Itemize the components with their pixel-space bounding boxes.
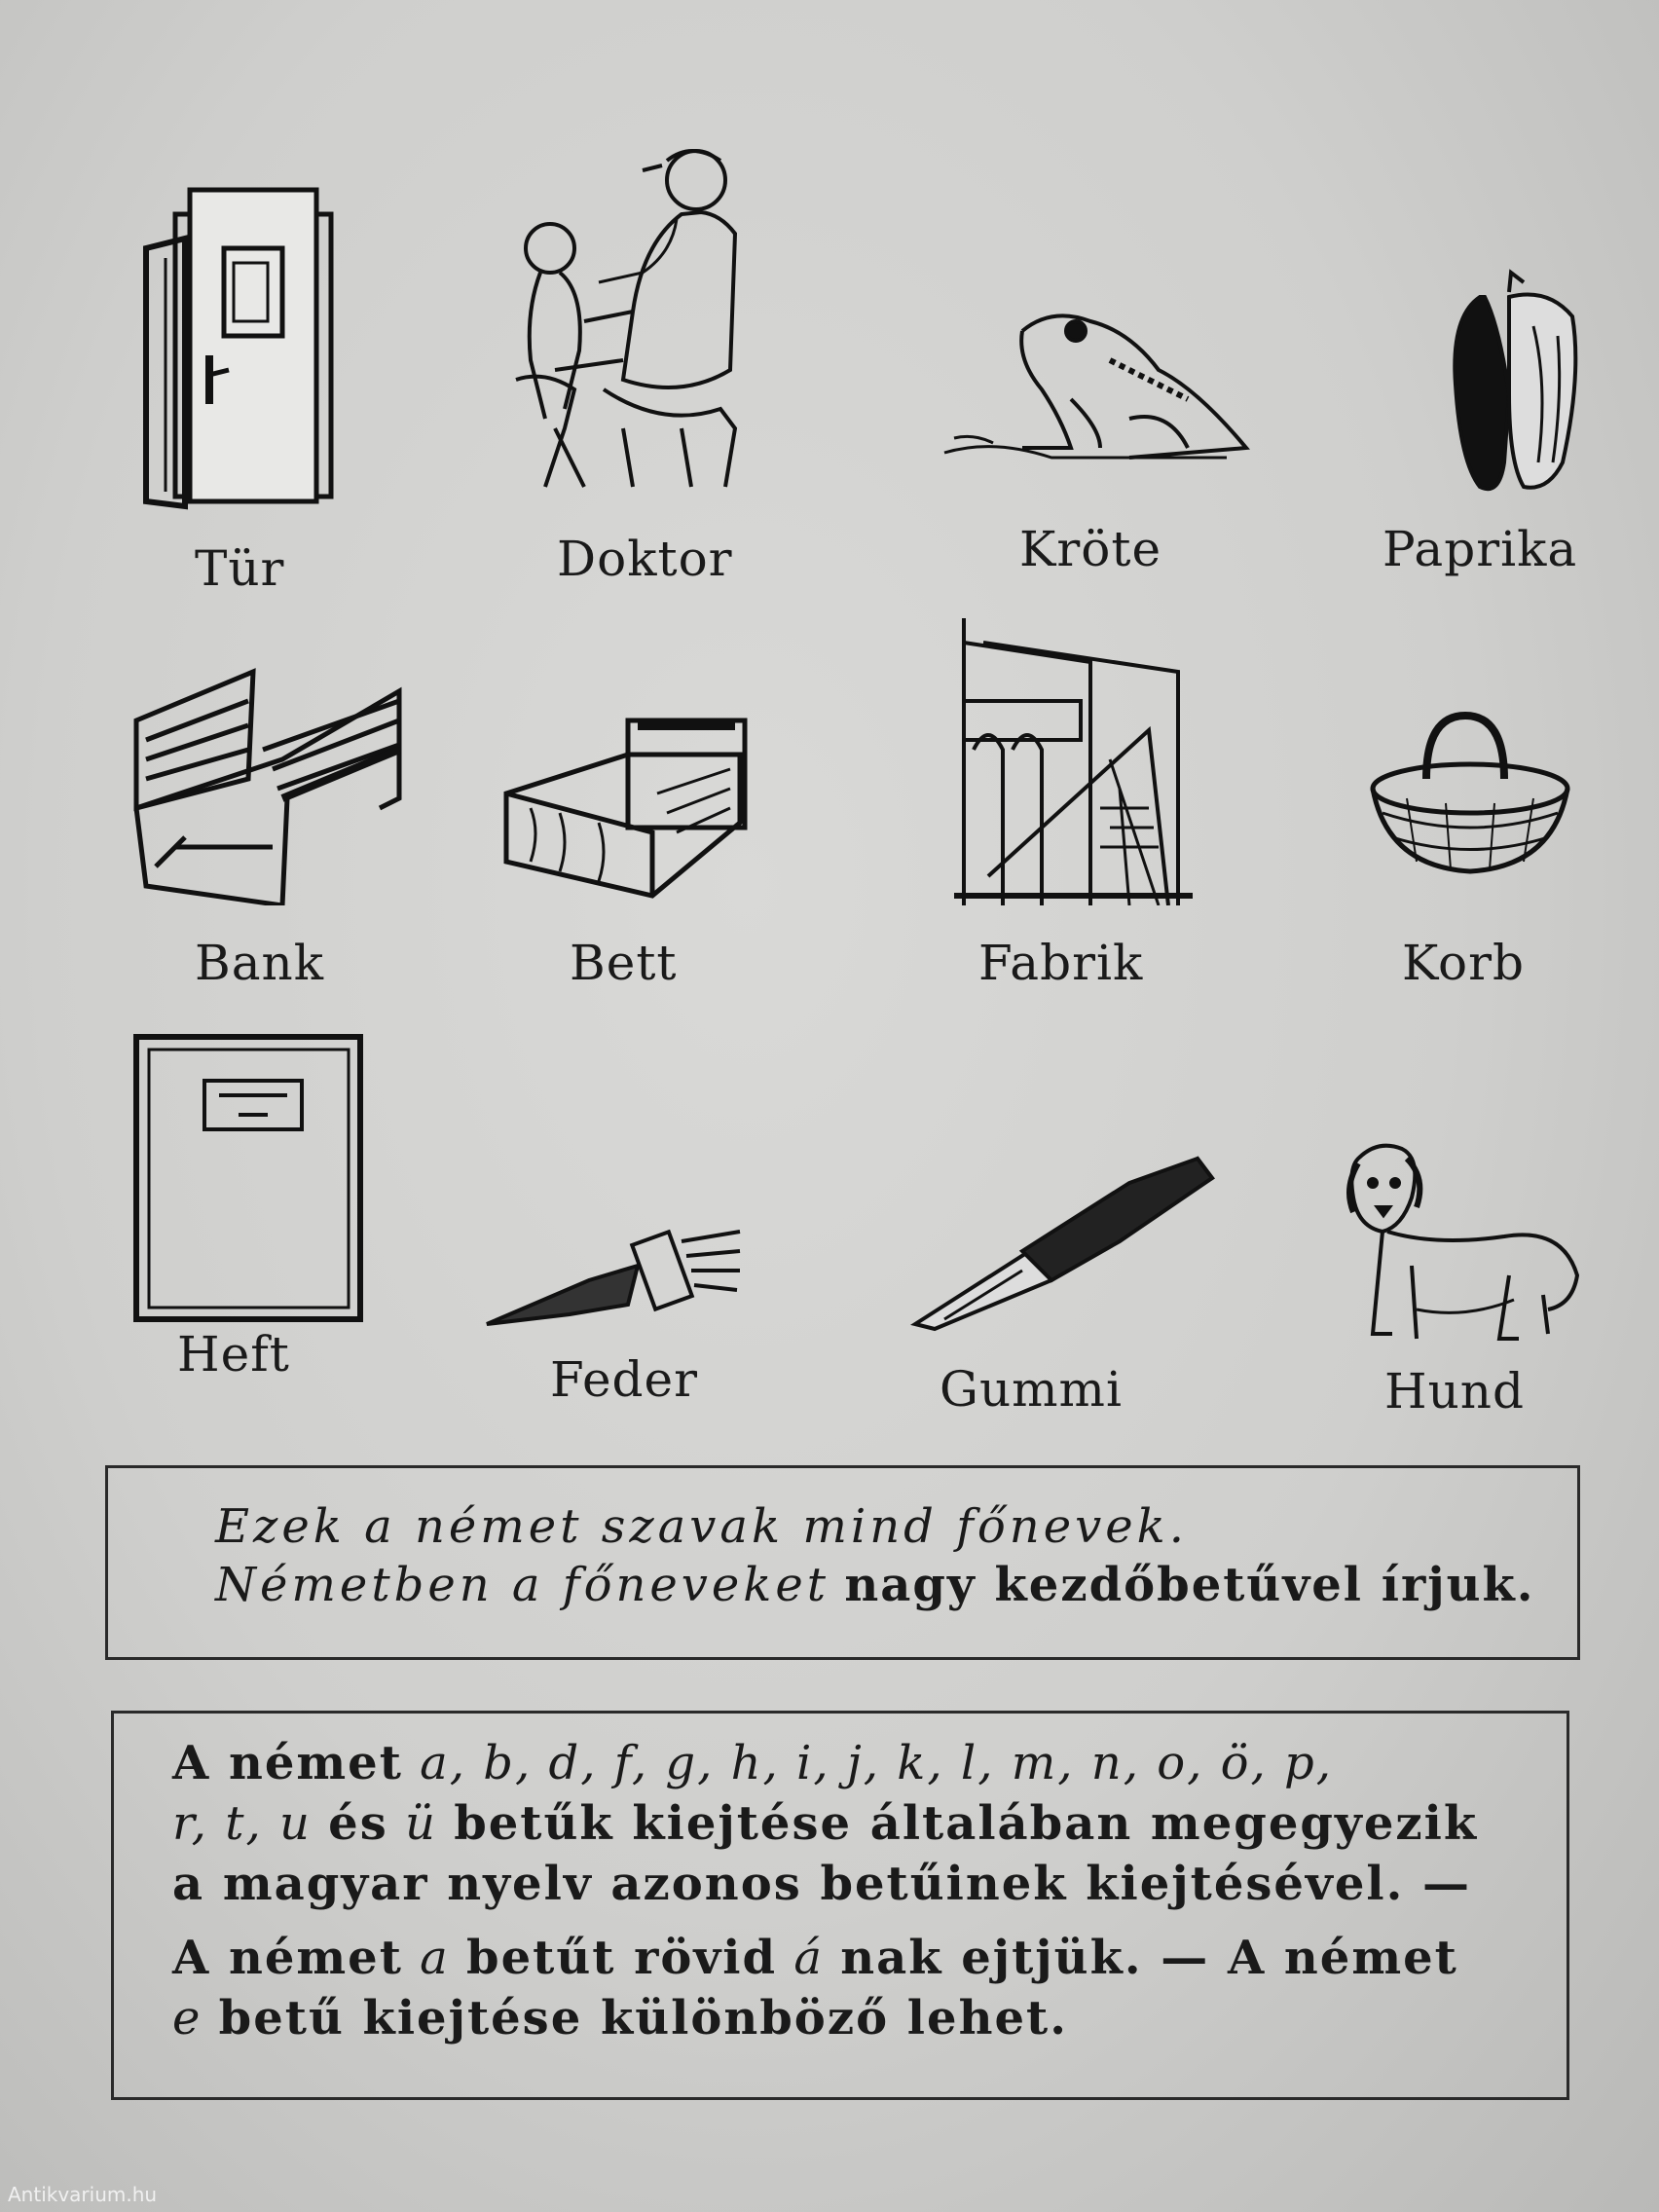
word-bank: Bank bbox=[195, 935, 325, 991]
word-doktor: Doktor bbox=[557, 531, 733, 587]
box2-p2-letter-e: e bbox=[172, 1991, 203, 2046]
door-icon bbox=[136, 180, 350, 511]
dog-icon bbox=[1339, 1139, 1582, 1348]
bench-icon bbox=[127, 662, 409, 905]
box2-p1-a: A német bbox=[172, 1736, 403, 1790]
box2-p1-letters: a, b, d, f, g, h, i, j, k, l, m, n, o, ö, p, bbox=[420, 1736, 1334, 1790]
box2-p2-line2: betű kiejtése különböző lehet. bbox=[218, 1991, 1068, 2046]
pen-nib-icon bbox=[482, 1212, 745, 1329]
word-feder: Feder bbox=[550, 1351, 699, 1408]
factory-icon bbox=[954, 613, 1193, 905]
eraser-icon bbox=[905, 1154, 1217, 1334]
box2-p2-end: nak ejtjük. — A német bbox=[840, 1931, 1458, 1985]
box2-line3 bbox=[172, 1854, 1518, 1914]
word-fabrik: Fabrik bbox=[978, 935, 1144, 991]
notebook-icon bbox=[131, 1032, 365, 1324]
box2-line5 bbox=[172, 1988, 1518, 2048]
box2-line2 bbox=[172, 1793, 1518, 1854]
box2-p2-a: A német bbox=[172, 1931, 403, 1985]
box1-line1-text: Ezek a német szavak mind főnevek. bbox=[215, 1499, 1188, 1554]
box2-p2-letter-a: a bbox=[420, 1931, 450, 1985]
word-bett: Bett bbox=[570, 935, 678, 991]
box1-line2-italic: Németben a főneveket bbox=[215, 1558, 830, 1612]
pepper-icon bbox=[1441, 268, 1587, 497]
box2-p1-u: ü bbox=[405, 1796, 437, 1851]
word-hund: Hund bbox=[1384, 1363, 1526, 1419]
box2-p1-line3: a magyar nyelv azonos betűinek kiejtésével. — bbox=[172, 1857, 1472, 1911]
box2-p1-rest: betűk kiejtése általában megegyezik bbox=[454, 1796, 1479, 1851]
box2-line4 bbox=[172, 1928, 1518, 1988]
box2-p2-mid: betűt rövid bbox=[466, 1931, 778, 1985]
box2-p2-letter-aa: á bbox=[793, 1931, 824, 1985]
box2-p1-es: és bbox=[328, 1796, 388, 1851]
doctor-icon bbox=[487, 136, 779, 497]
box1-line2 bbox=[215, 1556, 1535, 1614]
box2-p1-letters2: r, t, u bbox=[172, 1796, 312, 1851]
toad-icon bbox=[935, 302, 1256, 467]
bed-icon bbox=[501, 716, 750, 901]
word-heft: Heft bbox=[177, 1326, 290, 1382]
word-tur: Tür bbox=[195, 540, 285, 597]
box1-line1 bbox=[215, 1497, 1470, 1556]
word-paprika: Paprika bbox=[1382, 521, 1578, 577]
word-gummi: Gummi bbox=[940, 1361, 1123, 1418]
rule-box-nouns bbox=[105, 1465, 1580, 1660]
watermark: Antikvarium.hu bbox=[8, 2183, 158, 2206]
rule-box-pronunciation bbox=[111, 1711, 1569, 2100]
word-korb: Korb bbox=[1402, 935, 1526, 991]
basket-icon bbox=[1368, 711, 1572, 881]
word-krote: Kröte bbox=[1019, 521, 1162, 577]
box2-line1 bbox=[172, 1733, 1518, 1793]
box1-line2-bold: nagy kezdőbetűvel írjuk. bbox=[844, 1558, 1535, 1612]
